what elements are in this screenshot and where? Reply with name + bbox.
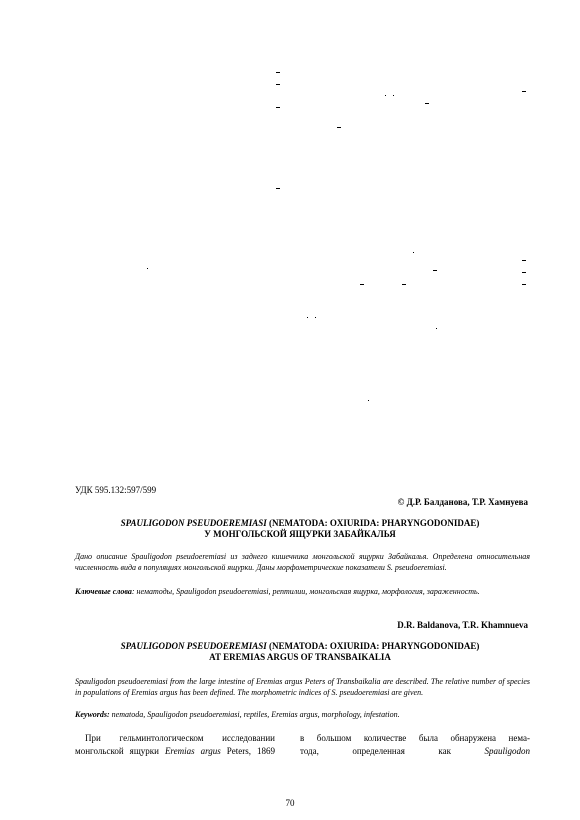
udk-code: УДК 595.132:597/599 — [75, 485, 157, 495]
title-ru-taxonomy: (NEMATODA: OXIURIDA: PHARYNGODONIDAE) — [266, 518, 480, 528]
keywords-en — [75, 709, 530, 720]
title-ru-line2: У МОНГОЛЬСКОЙ ЯЩУРКИ ЗАБАЙКАЛЬЯ — [204, 529, 396, 539]
scan-speck — [402, 284, 406, 285]
scan-speck — [522, 260, 526, 261]
body-right-species: Spauligodon — [484, 746, 530, 756]
title-en — [70, 641, 530, 663]
authors-ru: © Д.Р. Балданова, Т.Р. Хамнуева — [397, 497, 528, 507]
scan-speck — [522, 272, 526, 273]
scan-speck — [315, 317, 316, 318]
scan-speck — [522, 284, 526, 285]
keywords-ru — [75, 586, 530, 597]
title-ru — [70, 518, 530, 540]
body-left-line2 — [75, 745, 275, 758]
scan-speck — [425, 103, 429, 104]
scan-speck — [522, 91, 526, 92]
authors-en: D.R. Baldanova, T.R. Khamnueva — [397, 620, 528, 630]
scan-speck — [276, 72, 280, 73]
scan-speck — [276, 107, 280, 108]
scan-speck — [307, 317, 308, 318]
keywords-en-text: nematoda, Spauligodon pseudoeremiasi, reptiles, Eremias argus, morphology, infestation. — [109, 710, 400, 719]
scan-speck — [436, 328, 437, 329]
body-left-text-c: Peters, 1869 — [220, 746, 275, 756]
title-ru-species: SPAULIGODON PSEUDOEREMIASI — [120, 518, 267, 528]
body-left-line1: При гельминтологическом исследовании — [85, 733, 275, 743]
title-en-line2: AT EREMIAS ARGUS OF TRANSBAIKALIA — [209, 652, 391, 662]
title-en-taxonomy: (NEMATODA: OXIURIDA: PHARYNGODONIDAE) — [266, 641, 480, 651]
body-column-right — [300, 732, 530, 758]
body-right-line1: в большом количестве была обнаружена нема- — [300, 733, 530, 743]
scan-speck — [413, 252, 414, 253]
page-number: 70 — [285, 798, 295, 808]
title-en-species: SPAULIGODON PSEUDOEREMIASI — [120, 641, 267, 651]
scan-speck — [393, 95, 394, 96]
abstract-en: Spauligodon pseudoeremiasi from the large intestine of Eremias argus Peters of Transbaikalia are described. The relative number of species in populations of Eremias argus has been defined. The morphometric indices of S. pseudoeremiasi are given. — [75, 677, 530, 697]
body-right-text-a: тода, определенная как — [300, 746, 485, 756]
keywords-ru-text: : нематоды, Spauligodon pseudoeremiasi, рептилии, монгольская ящурка, морфология, зараженность. — [131, 587, 480, 596]
keywords-ru-label: Ключевые слова — [75, 587, 132, 596]
scan-speck — [276, 188, 280, 189]
scan-speck — [368, 400, 369, 401]
scan-speck — [360, 284, 364, 285]
scan-speck — [147, 268, 148, 269]
body-left-species: Eremias argus — [164, 746, 221, 756]
abstract-ru: Дано описание Spauligodon pseudoeremiasi из заднего кишечника монгольской ящурки Забайкалья. Определена относительная численность вида в популяциях монгольской ящурки. Даны морфометрические показатели S. pseudoeremiasi. — [75, 552, 530, 572]
body-left-text-a: монгольской ящурки — [75, 746, 165, 756]
scan-speck — [337, 127, 341, 128]
scan-speck — [433, 270, 437, 271]
scan-speck — [385, 95, 386, 96]
scan-speck — [276, 84, 280, 85]
keywords-en-label: Keywords: — [75, 710, 110, 719]
body-column-left — [75, 732, 275, 758]
body-right-line2 — [300, 745, 530, 758]
